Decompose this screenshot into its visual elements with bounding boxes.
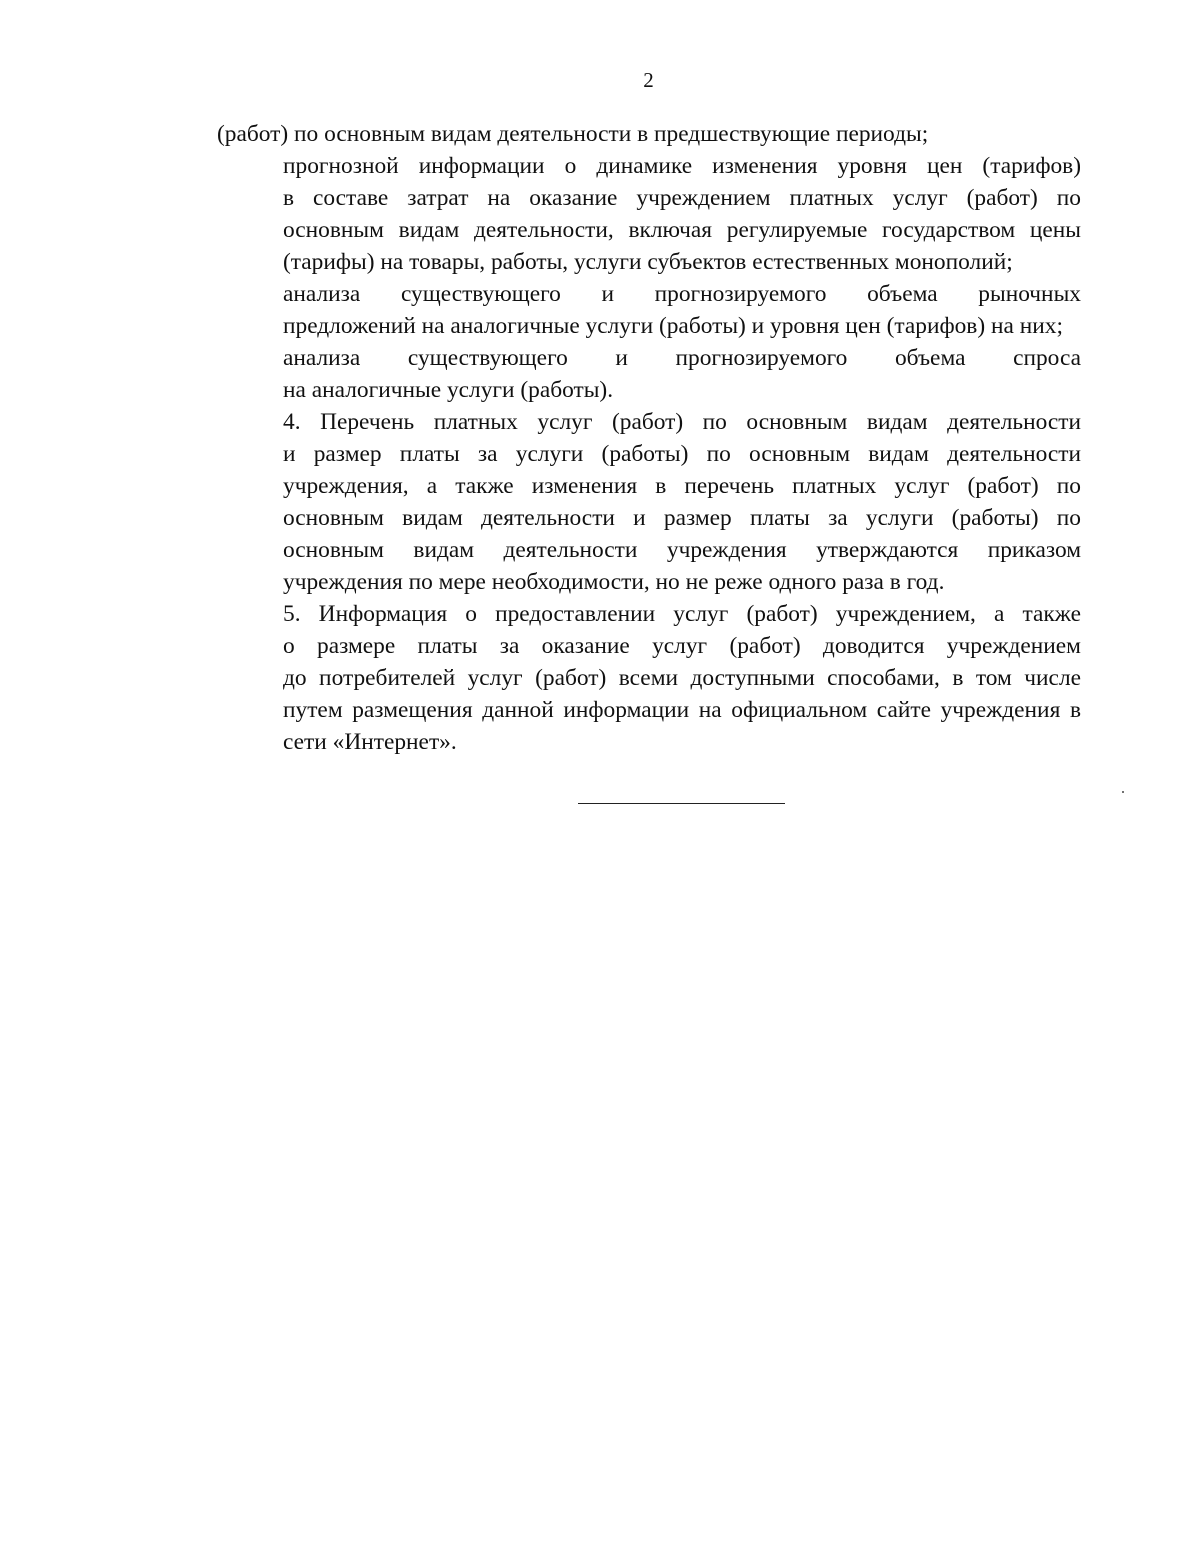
text-line: (тарифы) на товары, работы, услуги субъектов естественных монополий; [283, 249, 1013, 275]
text-line: о размере платы за оказание услуг (работ) доводится учреждением [283, 633, 1081, 659]
text-line: в составе затрат на оказание учреждением платных услуг (работ) по [283, 185, 1081, 211]
paragraph [217, 150, 1081, 278]
document-body [217, 118, 1081, 758]
text-line: основным видам деятельности, включая регулируемые государством цены [283, 217, 1081, 243]
text-line: предложений на аналогичные услуги (работы) и уровня цен (тарифов) на них; [283, 313, 1063, 339]
text-line: учреждения, а также изменения в перечень платных услуг (работ) по [283, 473, 1081, 499]
text-line: и размер платы за услуги (работы) по основным видам деятельности [283, 441, 1081, 467]
text-line: сети «Интернет». [283, 729, 457, 755]
text-line: анализа существующего и прогнозируемого объема спроса [283, 345, 1081, 371]
text-line: путем размещения данной информации на официальном сайте учреждения в [283, 697, 1081, 723]
text-line: 4. Перечень платных услуг (работ) по основным видам деятельности [283, 409, 1081, 435]
text-line: на аналогичные услуги (работы). [283, 377, 614, 403]
text-line: прогнозной информации о динамике изменения уровня цен (тарифов) [283, 153, 1081, 179]
text-line: учреждения по мере необходимости, но не реже одного раза в год. [283, 569, 945, 595]
text-line: до потребителей услуг (работ) всеми доступными способами, в том числе [283, 665, 1081, 691]
text-line: анализа существующего и прогнозируемого объема рыночных [283, 281, 1081, 307]
end-of-text-divider [578, 803, 785, 804]
paragraph [217, 278, 1081, 342]
paragraph [217, 342, 1081, 406]
paragraph [217, 118, 1081, 150]
text-line: 5. Информация о предоставлении услуг (работ) учреждением, а также [283, 601, 1081, 627]
paragraph [217, 598, 1081, 758]
page-number: 2 [643, 68, 654, 92]
text-line: основным видам деятельности учреждения утверждаются приказом [283, 537, 1081, 563]
paragraph [217, 406, 1081, 598]
scan-speck [1122, 791, 1124, 793]
text-line: основным видам деятельности и размер платы за услуги (работы) по [283, 505, 1081, 531]
text-line: (работ) по основным видам деятельности в предшествующие периоды; [217, 121, 929, 147]
